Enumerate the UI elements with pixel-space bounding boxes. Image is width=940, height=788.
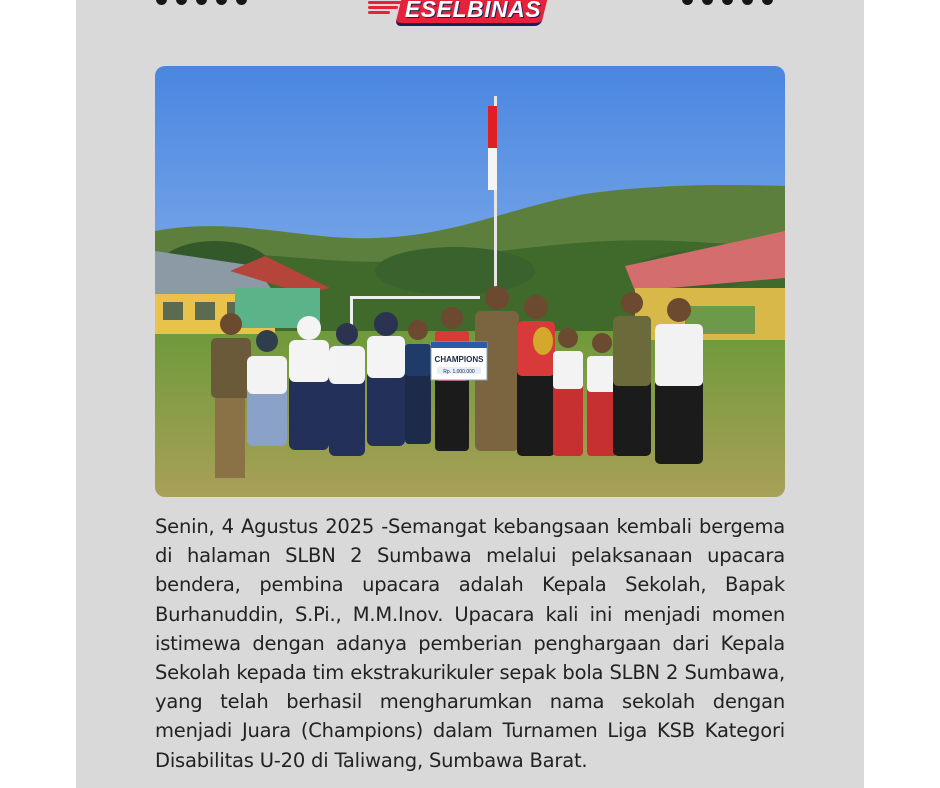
banner-title: CHAMPIONS — [434, 355, 484, 364]
dots-decoration-icon — [682, 0, 773, 5]
brand-logo — [368, 0, 546, 27]
ceremony-photo — [155, 66, 785, 497]
logo-text: ESELBINAS — [404, 0, 542, 22]
post-card — [76, 0, 864, 788]
article-body: Senin, 4 Agustus 2025 -Semangat kebangsaan kembali bergema di halaman SLBN 2 Sumbawa melalui pelaksanaan upacara bendera, pembina upacara adalah Kepala Sekolah, Bapak Burhanuddin, S.Pi., M.M.Inov. Upacara kali ini menjadi momen istimewa dengan adanya pemberian penghargaan dari Kepala Sekolah kepada tim ekstrakurikuler sepak bola SLBN 2 Sumbawa, yang telah berhasil mengharumkan nama sekolah dengan menjadi Juara (Champions) dalam Turnamen Liga KSB Kategori Disabilitas U-20 di Taliwang, Sumbawa Barat. — [155, 515, 785, 772]
dots-decoration-icon — [156, 0, 247, 5]
banner-amount: Rp. 1.000.000 — [443, 369, 475, 375]
